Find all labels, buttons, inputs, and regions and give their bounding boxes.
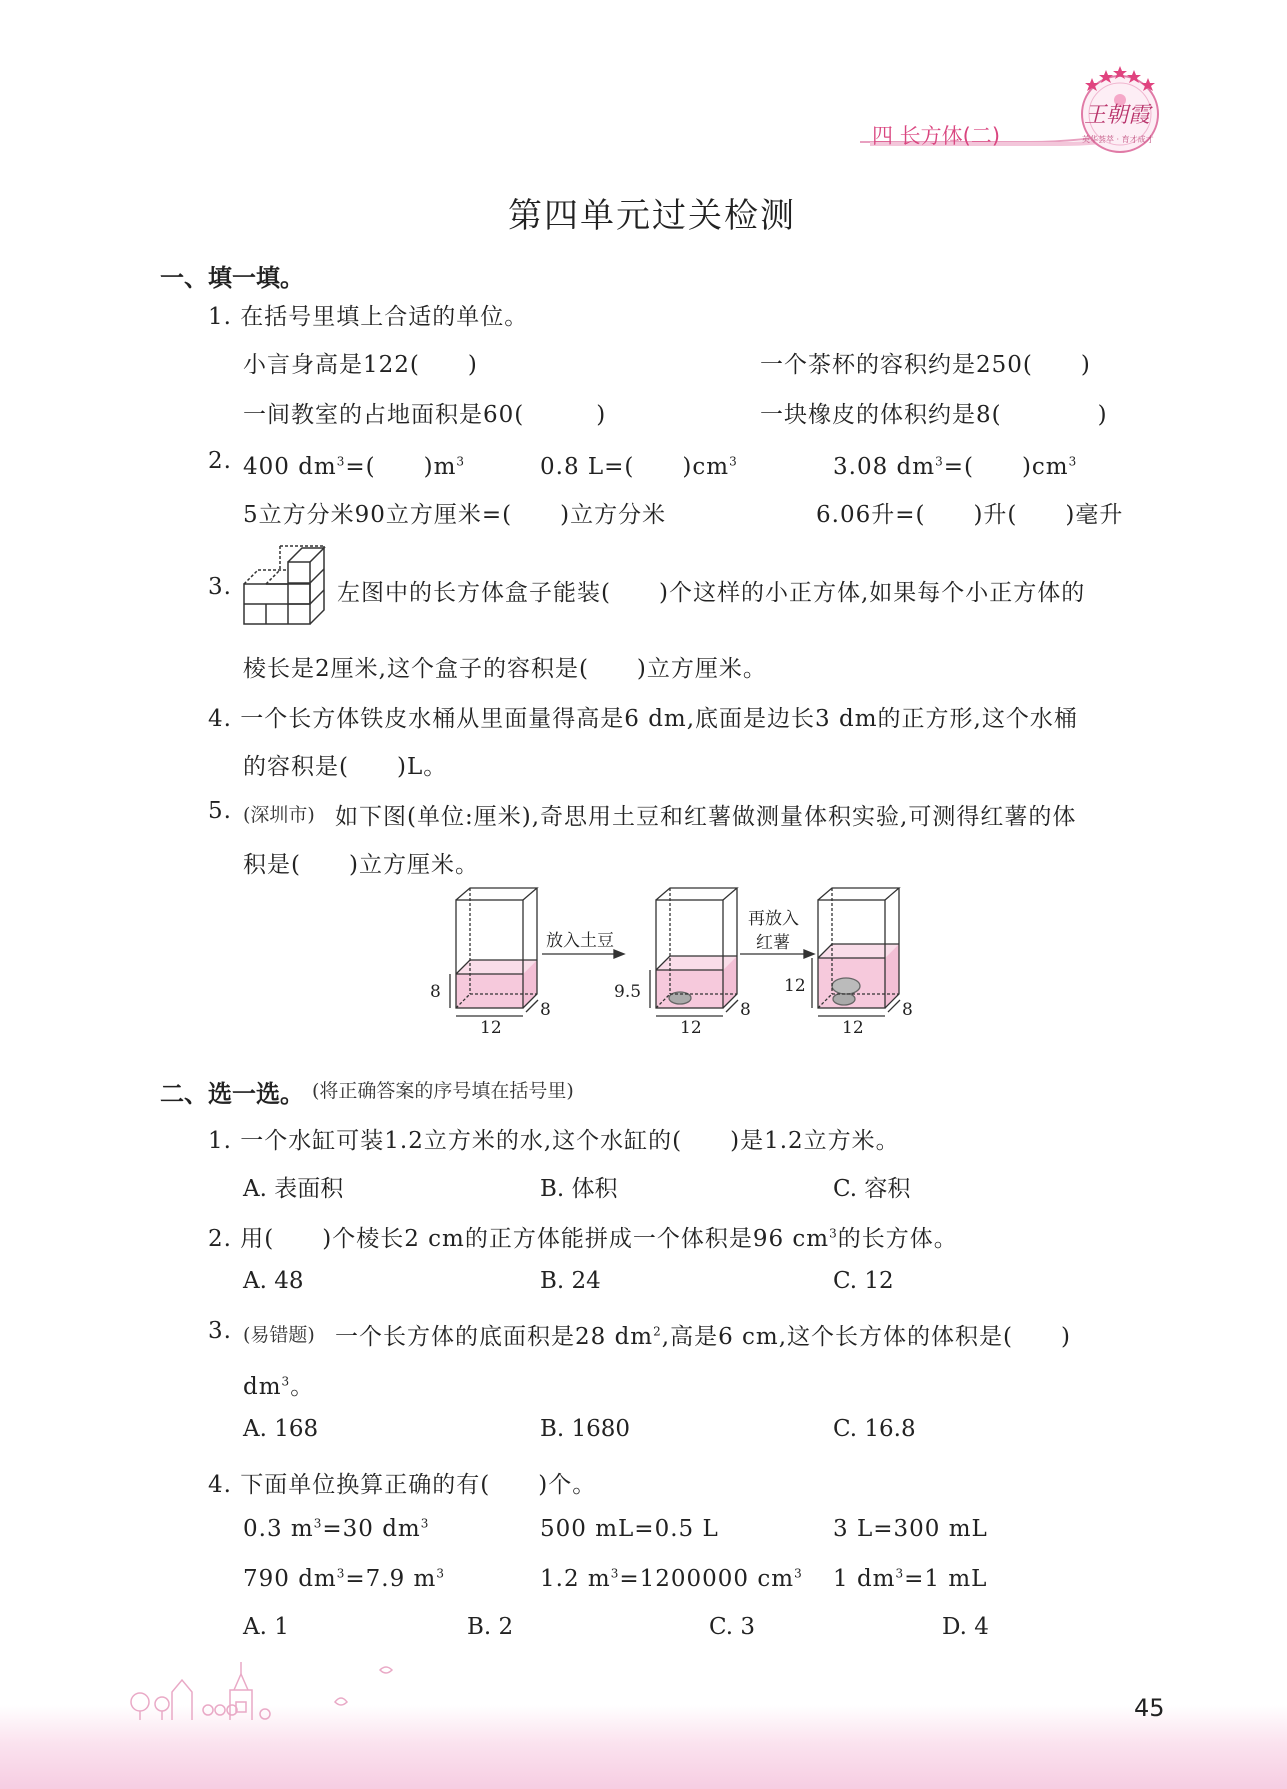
s2-q2-option-c: C. 12 xyxy=(833,1268,894,1294)
s2-q4-stem: 4. 下面单位换算正确的有( )个。 xyxy=(208,1472,597,1498)
q2-item-d: 5立方分米90立方厘米=( )立方分米 xyxy=(243,502,667,528)
s2-q3-tag: (易错题) xyxy=(243,1324,315,1346)
s2-q3-option-a: A. 168 xyxy=(243,1416,319,1442)
q5-number: 5. xyxy=(208,798,232,824)
s2-q1-stem: 1. 一个水缸可装1.2立方米的水,这个水缸的( )是1.2立方米。 xyxy=(208,1128,900,1154)
q1-item-c: 一间教室的占地面积是60( ) xyxy=(243,402,607,428)
q2-item-b xyxy=(540,448,738,481)
conv-item-2: 500 mL=0.5 L xyxy=(540,1516,719,1542)
q5-line1: 如下图(单位:厘米),奇思用土豆和红薯做测量体积实验,可测得红薯的体 xyxy=(335,804,1077,830)
s2-q3-exp2: 3 xyxy=(281,1374,291,1389)
s2-q3-stem-pre: 一个长方体的底面积是28 dm xyxy=(335,1324,654,1350)
s2-q3-stem xyxy=(335,1318,1071,1351)
s2-q4-option-a: A. 1 xyxy=(243,1614,289,1640)
s2-q1-option-a: A. 表面积 xyxy=(243,1176,344,1202)
conv-4-exp2: 3 xyxy=(436,1566,446,1581)
box3-height: 12 xyxy=(784,976,806,996)
page-number: 45 xyxy=(1134,1694,1165,1722)
container-3 xyxy=(812,888,900,1016)
q1-stem: 1. 在括号里填上合适的单位。 xyxy=(208,304,529,330)
box2-width: 8 xyxy=(740,1000,751,1020)
logo-subtext: 英华荟萃 · 育才成才 xyxy=(1082,135,1154,144)
s2-q3-exp1: 2 xyxy=(653,1324,662,1339)
arrow-label-1: 放入土豆 xyxy=(546,931,614,951)
chapter-label: 四 长方体(二) xyxy=(872,124,1001,148)
q2-item-e: 6.06升=( )升( )毫升 xyxy=(816,502,1124,528)
s2-q4-option-c: C. 3 xyxy=(709,1614,756,1640)
conv-4-exp1: 3 xyxy=(336,1566,346,1581)
s2-q2-stem-pre: 2. 用( )个棱长2 cm的正方体能拼成一个体积是96 cm xyxy=(208,1226,830,1252)
container-2 xyxy=(650,888,738,1016)
q2-b-pre: 0.8 L=( )cm xyxy=(540,454,730,480)
conv-item-3: 3 L=300 mL xyxy=(833,1516,988,1542)
s2-q3-number: 3. xyxy=(208,1318,232,1344)
section1-heading: 一、填一填。 xyxy=(160,264,304,292)
conv-item-4 xyxy=(243,1566,445,1592)
container-1 xyxy=(450,888,538,1016)
q2-a-mid: =( )m xyxy=(345,454,457,480)
q2-c-exp2: 3 xyxy=(1068,454,1078,469)
q2-item-c xyxy=(833,448,1077,481)
q4-line1: 4. 一个长方体铁皮水桶从里面量得高是6 dm,底面是边长3 dm的正方形,这个水桶 xyxy=(208,706,1078,732)
s2-q3-stem-mid: ,高是6 cm,这个长方体的体积是( ) xyxy=(661,1324,1071,1350)
cube-box-figure xyxy=(240,540,328,628)
q3-line1: 左图中的长方体盒子能装( )个这样的小正方体,如果每个小正方体的 xyxy=(337,580,1086,606)
box2-height: 9.5 xyxy=(614,982,642,1002)
conv-1-exp2: 3 xyxy=(420,1516,430,1531)
conv-5-exp2: 3 xyxy=(794,1566,803,1581)
box3-length: 12 xyxy=(842,1018,864,1038)
s2-q1-option-c: C. 容积 xyxy=(833,1176,911,1202)
q2-c-mid: =( )cm xyxy=(943,454,1069,480)
section2-note: (将正确答案的序号填在括号里) xyxy=(312,1080,574,1102)
q1-item-a: 小言身高是122( ) xyxy=(243,352,478,378)
conv-6-pre: 1 dm xyxy=(833,1566,896,1592)
conv-5-mid: =1200000 cm xyxy=(619,1566,795,1592)
q2-c-exp1: 3 xyxy=(935,454,944,469)
q3-line2: 棱长是2厘米,这个盒子的容积是( )立方厘米。 xyxy=(243,656,767,682)
q2-item-a xyxy=(243,448,465,481)
box3-width: 8 xyxy=(902,1000,913,1020)
arrow-label-2a: 再放入 xyxy=(748,909,799,929)
box1-width: 8 xyxy=(540,1000,551,1020)
conv-1-pre: 0.3 m xyxy=(243,1516,314,1542)
s2-q1-option-b: B. 体积 xyxy=(540,1176,618,1202)
q2-number: 2. xyxy=(208,448,232,474)
conv-item-1 xyxy=(243,1516,429,1542)
q1-item-b: 一个茶杯的容积约是250( ) xyxy=(760,352,1091,378)
s2-q2-stem-post: 的长方体。 xyxy=(837,1226,958,1252)
conv-5-pre: 1.2 m xyxy=(540,1566,611,1592)
s2-q3-option-b: B. 1680 xyxy=(540,1416,631,1442)
section2-heading: 二、选一选。 xyxy=(160,1080,304,1108)
q3-number: 3. xyxy=(208,574,232,600)
conv-1-mid: =30 dm xyxy=(322,1516,421,1542)
q2-a-exp1: 3 xyxy=(336,454,346,469)
conv-5-exp1: 3 xyxy=(610,1566,620,1581)
conv-item-5 xyxy=(540,1566,803,1592)
conv-1-exp1: 3 xyxy=(313,1516,323,1531)
s2-q2-option-a: A. 48 xyxy=(243,1268,304,1294)
q2-b-exp: 3 xyxy=(729,454,738,469)
volume-experiment-figure xyxy=(418,886,913,1042)
arrow-label-2b: 红薯 xyxy=(756,933,790,953)
s2-q2-exp: 3 xyxy=(829,1226,838,1241)
logo-text: 王朝霞 xyxy=(1084,103,1151,128)
s2-q3-unit-text: dm xyxy=(243,1374,282,1400)
conv-4-mid: =7.9 m xyxy=(345,1566,437,1592)
s2-q4-option-b: B. 2 xyxy=(467,1614,514,1640)
q5-tag: (深圳市) xyxy=(243,804,315,826)
conv-4-pre: 790 dm xyxy=(243,1566,337,1592)
box2-length: 12 xyxy=(680,1018,702,1038)
s2-q2-stem xyxy=(208,1220,958,1253)
q2-a-pre: 400 dm xyxy=(243,454,337,480)
s2-q4-option-d: D. 4 xyxy=(942,1614,989,1640)
page-title: 第四单元过关检测 xyxy=(508,196,796,236)
q1-item-d: 一块橡皮的体积约是8( ) xyxy=(760,402,1108,428)
conv-6-exp: 3 xyxy=(895,1566,905,1581)
conv-6-mid: =1 mL xyxy=(904,1566,988,1592)
box1-length: 12 xyxy=(480,1018,502,1038)
box1-height: 8 xyxy=(430,982,441,1002)
q2-a-exp2: 3 xyxy=(456,454,466,469)
q2-c-pre: 3.08 dm xyxy=(833,454,936,480)
s2-q3-unit: $dm^3$。 xyxy=(243,1374,315,1400)
conv-item-6 xyxy=(833,1566,987,1592)
q5-line2: 积是( )立方厘米。 xyxy=(243,852,479,878)
castle-doodle-icon xyxy=(120,1650,440,1722)
s2-q3-option-c: C. 16.8 xyxy=(833,1416,916,1442)
s2-q2-option-b: B. 24 xyxy=(540,1268,601,1294)
q4-line2: 的容积是( )L。 xyxy=(243,754,448,780)
